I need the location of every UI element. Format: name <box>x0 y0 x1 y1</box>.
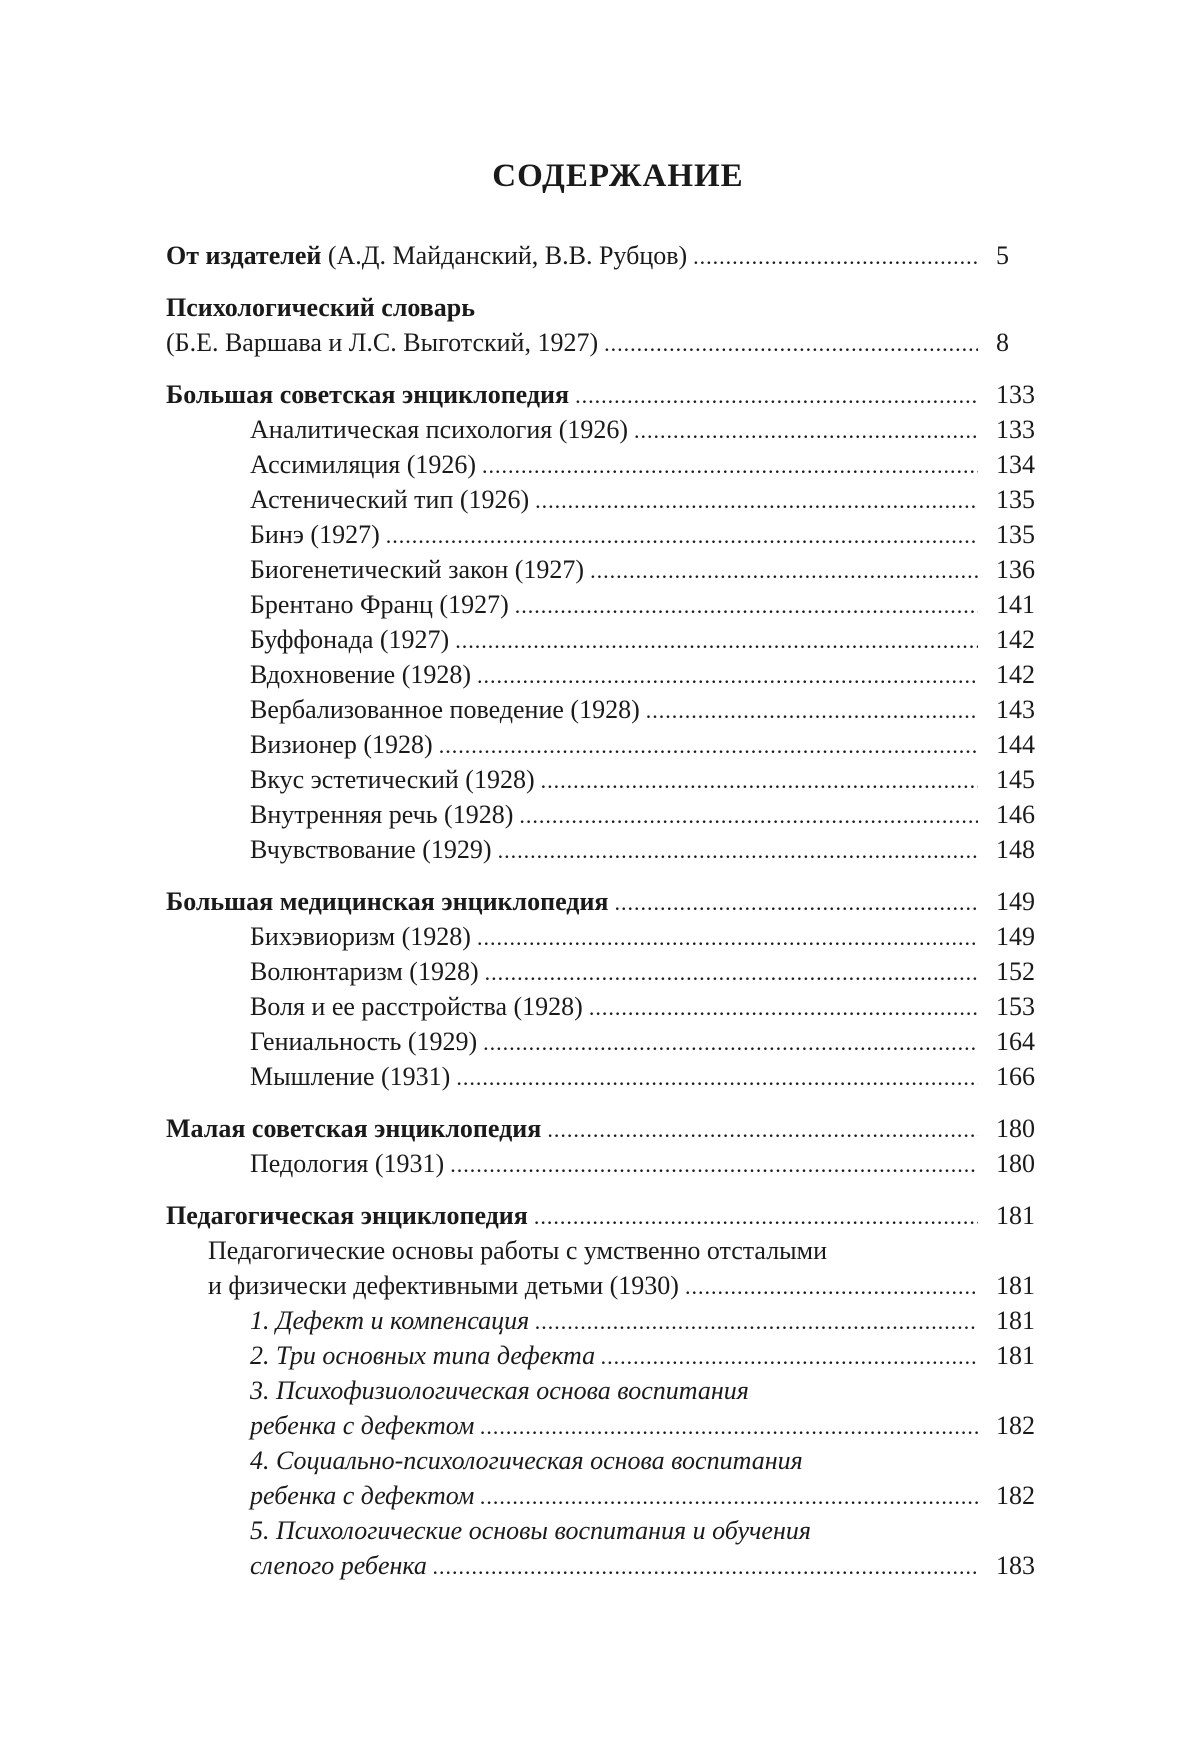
toc-page-number: 136 <box>996 555 1035 584</box>
toc-page-number: 142 <box>996 625 1035 654</box>
toc-entry[interactable] <box>166 727 1046 762</box>
toc-page-number: 146 <box>996 800 1035 829</box>
toc-entry[interactable] <box>166 657 1046 692</box>
toc-entry-label: Вкус эстетический (1928) <box>250 765 535 794</box>
toc-section-publishers <box>166 238 1046 273</box>
toc-page-number: 5 <box>996 241 1009 270</box>
toc-entry[interactable] <box>166 692 1046 727</box>
toc-entry-label: Внутренняя речь (1928) <box>250 800 514 829</box>
leader-dots <box>519 798 978 833</box>
toc-entry-label: 2. Три основных типа дефекта <box>250 1341 596 1370</box>
toc-entry[interactable] <box>166 622 1046 657</box>
toc-section-bse <box>166 377 1046 867</box>
toc-entry-label: Гениальность (1929) <box>250 1027 478 1056</box>
leader-dots <box>646 693 978 728</box>
toc-page-number: 181 <box>996 1271 1035 1300</box>
toc-page-number: 144 <box>996 730 1035 759</box>
toc-entry[interactable] <box>166 919 1046 954</box>
leader-dots <box>480 1479 978 1514</box>
leader-dots <box>534 1199 978 1234</box>
leader-dots <box>450 1147 978 1182</box>
toc-entry[interactable] <box>166 238 1046 273</box>
toc-section-heading-row[interactable] <box>166 884 1046 919</box>
leader-dots <box>477 658 978 693</box>
toc-page-number: 141 <box>996 590 1035 619</box>
leader-dots <box>615 885 979 920</box>
toc-entry-label: Ассимиляция (1926) <box>250 450 477 479</box>
leader-dots <box>433 1549 978 1584</box>
toc-page-number: 181 <box>996 1341 1035 1370</box>
toc-subentry[interactable] <box>166 1338 1046 1373</box>
toc-subentry-line[interactable]: 4. Социально-психологическая основа воспитания <box>250 1446 803 1475</box>
toc-entry-label: Вчувствование (1929) <box>250 835 492 864</box>
toc-entry[interactable] <box>166 989 1046 1024</box>
toc-page-number: 183 <box>996 1551 1035 1580</box>
toc-page-number: 180 <box>996 1114 1035 1143</box>
toc-entry-label: Мышление (1931) <box>250 1062 451 1091</box>
toc-entry-label: ребенка с дефектом <box>250 1481 475 1510</box>
toc-section-pe <box>166 1198 1046 1583</box>
leader-dots <box>455 623 978 658</box>
toc-entry-label: (Б.Е. Варшава и Л.С. Выготский, 1927) <box>166 328 599 357</box>
toc-entry-label: Воля и ее расстройства (1928) <box>250 992 583 1021</box>
toc-page-number: 181 <box>996 1306 1035 1335</box>
toc-entry[interactable] <box>166 552 1046 587</box>
toc-page-number: 149 <box>996 922 1035 951</box>
leader-dots <box>480 1409 978 1444</box>
toc-entry[interactable] <box>166 1268 1046 1303</box>
leader-dots <box>547 1112 978 1147</box>
leader-dots <box>535 1304 978 1339</box>
toc-entry-label: Вербализованное поведение (1928) <box>250 695 640 724</box>
toc-page-number: 166 <box>996 1062 1035 1091</box>
toc-entry-label: Вдохновение (1928) <box>250 660 472 689</box>
toc-entry[interactable] <box>166 587 1046 622</box>
toc-page-number: 133 <box>996 415 1035 444</box>
toc-section-heading-row[interactable] <box>166 377 1046 412</box>
toc-entry-authors: (А.Д. Майданский, В.В. Рубцов) <box>327 241 688 270</box>
leader-dots <box>386 518 978 553</box>
leader-dots <box>634 413 978 448</box>
toc-entry-label: Брентано Франц (1927) <box>250 590 509 619</box>
toc-page-number: 142 <box>996 660 1035 689</box>
toc-entry-line[interactable]: Педагогические основы работы с умственно отсталыми <box>208 1236 828 1265</box>
toc-subentry[interactable] <box>166 1548 1046 1583</box>
leader-dots <box>575 378 978 413</box>
leader-dots <box>541 763 978 798</box>
leader-dots <box>535 483 978 518</box>
toc-page-number: 148 <box>996 835 1035 864</box>
toc-subentry[interactable] <box>166 1303 1046 1338</box>
toc-section-heading: Большая советская энциклопедия <box>166 380 570 409</box>
toc-section-dictionary <box>166 290 1046 360</box>
toc-entry[interactable] <box>166 517 1046 552</box>
toc-page-number: 133 <box>996 380 1035 409</box>
toc-entry[interactable] <box>166 1024 1046 1059</box>
toc-entry-label: 1. Дефект и компенсация <box>250 1306 530 1335</box>
toc-item-list <box>166 1146 1046 1181</box>
toc-item-list <box>166 412 1046 867</box>
toc-page-number: 180 <box>996 1149 1035 1178</box>
toc-entry-label: и физически дефективными детьми (1930) <box>208 1271 679 1300</box>
toc-entry[interactable] <box>166 325 1046 360</box>
leader-dots <box>604 326 978 361</box>
toc-entry[interactable] <box>166 797 1046 832</box>
toc-subentry-line[interactable]: 5. Психологические основы воспитания и обучения <box>250 1516 811 1545</box>
toc-entry-label: Бихэвиоризм (1928) <box>250 922 471 951</box>
toc-page-number: 149 <box>996 887 1035 916</box>
toc-section-mse <box>166 1111 1046 1181</box>
toc-item-list <box>166 919 1046 1094</box>
toc-page-number: 181 <box>996 1201 1035 1230</box>
leader-dots <box>589 990 978 1025</box>
page-title: СОДЕРЖАНИЕ <box>492 158 744 194</box>
toc-page-number: 164 <box>996 1027 1035 1056</box>
toc-section-bme <box>166 884 1046 1094</box>
toc-page-number: 143 <box>996 695 1035 724</box>
leader-dots <box>485 955 978 990</box>
table-of-contents <box>166 238 1046 1583</box>
toc-section-heading: Малая советская энциклопедия <box>166 1114 542 1143</box>
toc-entry[interactable] <box>166 954 1046 989</box>
toc-entry-label: Буффонада (1927) <box>250 625 450 654</box>
leader-dots <box>477 920 978 955</box>
leader-dots <box>456 1060 978 1095</box>
toc-entry-label: Бинэ (1927) <box>250 520 380 549</box>
toc-page-number: 152 <box>996 957 1035 986</box>
leader-dots <box>685 1269 978 1304</box>
toc-entry-label: Волюнтаризм (1928) <box>250 957 479 986</box>
toc-entry-label: Астенический тип (1926) <box>250 485 530 514</box>
toc-entry-label: Биогенетический закон (1927) <box>250 555 585 584</box>
leader-dots <box>601 1339 978 1374</box>
leader-dots <box>439 728 978 763</box>
toc-entry[interactable] <box>166 1059 1046 1094</box>
leader-dots <box>515 588 978 623</box>
leader-dots <box>483 1025 978 1060</box>
leader-dots <box>498 833 978 868</box>
toc-entry-label: Визионер (1928) <box>250 730 433 759</box>
leader-dots <box>590 553 978 588</box>
toc-page-number: 182 <box>996 1411 1035 1440</box>
toc-page-number: 134 <box>996 450 1035 479</box>
toc-entry[interactable] <box>166 1146 1046 1181</box>
toc-entry-bold-label: От издателей <box>166 241 322 270</box>
toc-entry[interactable] <box>166 447 1046 482</box>
toc-entry-label: ребенка с дефектом <box>250 1411 475 1440</box>
toc-entry[interactable] <box>166 832 1046 867</box>
leader-dots <box>482 448 978 483</box>
toc-subentry[interactable] <box>166 1478 1046 1513</box>
toc-entry[interactable] <box>166 762 1046 797</box>
toc-page-number: 182 <box>996 1481 1035 1510</box>
toc-page-number: 145 <box>996 765 1035 794</box>
toc-page-number: 8 <box>996 328 1009 357</box>
toc-subentry-line[interactable]: 3. Психофизиологическая основа воспитания <box>250 1376 749 1405</box>
toc-section-heading-row[interactable] <box>166 1111 1046 1146</box>
leader-dots <box>693 239 978 274</box>
toc-entry-label: Аналитическая психология (1926) <box>250 415 629 444</box>
toc-entry-label: слепого ребенка <box>250 1551 427 1580</box>
toc-entry[interactable] <box>166 482 1046 517</box>
toc-section-heading[interactable]: Психологический словарь <box>166 293 476 322</box>
toc-section-heading-row[interactable] <box>166 1198 1046 1233</box>
toc-page-number: 153 <box>996 992 1035 1021</box>
toc-section-heading: Большая медицинская энциклопедия <box>166 887 609 916</box>
toc-subentry[interactable] <box>166 1408 1046 1443</box>
toc-section-heading: Педагогическая энциклопедия <box>166 1201 528 1230</box>
toc-entry[interactable] <box>166 412 1046 447</box>
toc-entry-label: Педология (1931) <box>250 1149 445 1178</box>
toc-page-number: 135 <box>996 520 1035 549</box>
toc-page-number: 135 <box>996 485 1035 514</box>
